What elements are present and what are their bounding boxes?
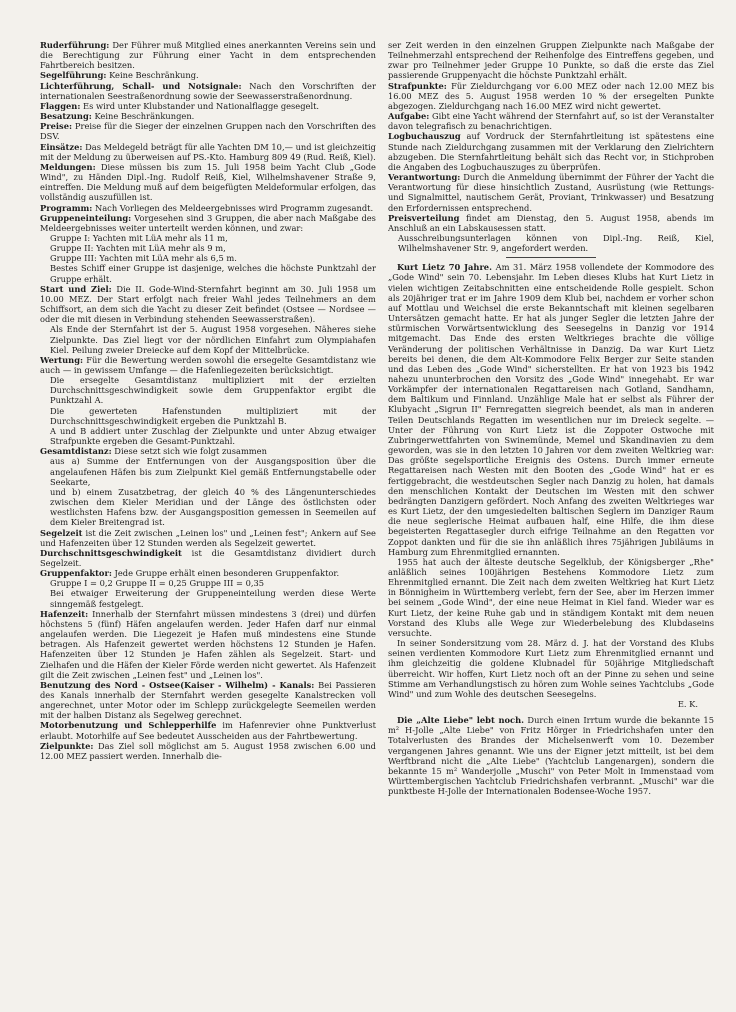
rule-entry bbox=[388, 40, 714, 81]
rule-term: Benutzung des Nord - Ostsee(Kaiser - Wilhelm) - Kanals: bbox=[40, 679, 315, 690]
rule-term: Durchschnittsgeschwindigkeit bbox=[40, 547, 182, 558]
rule-text: Bei Passieren des Kanals innerhalb der Sternfahrt werden gesegelte Kanalstrecken voll angerechnet, unter Motor oder im Schlepp zurückgelegte Seemeilen werden mit der halben Distanz als Segelweg gerechnet. bbox=[40, 679, 376, 721]
rule-text: Es wird unter Klubstander und Nationalflagge gesegelt. bbox=[80, 100, 320, 111]
rule-entry bbox=[40, 162, 376, 203]
rule-entry bbox=[40, 609, 376, 680]
rule-term: Gruppenfaktor: bbox=[40, 568, 112, 579]
rule-text: ser Zeit werden in den einzelnen Gruppen Zielpunkte nach Maßgabe der Teilnehmerzahl entsprechend der Reihenfolge des Eintreffens gegeben, und zwar pro Teilnehmer jeder Gruppe 10 Punkte, so daß die erste das Ziel passierende Gruppenyacht die höchste Punktzahl erhält. bbox=[387, 40, 714, 81]
rule-text: Für Zieldurchgang vor 6.00 MEZ oder nach 12.00 MEZ bis 16.00 MEZ des 5. August 1958 werden 10 % der ersegelten Punkte abgezogen. Zieldurchgang nach 16.00 MEZ wird nicht gewertet. bbox=[387, 80, 714, 111]
rule-text: Nach Vorliegen des Meldeergebnisses wird Programm zugesandt. bbox=[92, 202, 374, 213]
article-paragraph: In seiner Sondersitzung vom 28. März d. J. hat der Vorstand des Klubs seinen verdienten Kommodore Kurt Lietz zum Ehrenmitglied ernannt und ihm gleichzeitig die goldene Klubnadel für 50jährige Mitgliedschaft überreicht. Wir hoffen, Kurt Lietz noch oft an der Pinne zu sehen und seine Stimme am Verhandlungstisch zu hören zum Wohle seines Yachtclubs „Gode Wind" und zum Wohle des deutschen Seesegelns. bbox=[387, 638, 714, 699]
rule-text: Gibt eine Yacht während der Sternfahrt auf, so ist der Veranstalter davon telegrafisch zu benachrichtigen. bbox=[387, 111, 714, 132]
rule-term: Hafenzeit: bbox=[40, 608, 89, 619]
rule-term: Zielpunkte: bbox=[40, 740, 94, 751]
rule-sub-item: Als Ende der Sternfahrt ist der 5. August 1958 vorgesehen. Näheres siehe Zielpunkte. Das Ziel liegt vor der nördlichen Einfahrt zum Olympiahafen Kiel. Peilung zweier Dreiecke auf dem Kopf der Mittelbrücke. bbox=[50, 324, 376, 355]
rule-text: Diese müssen bis zum 15. Juli 1958 beim Yacht Club „Gode Wind", zu Händen Dipl.-Ing. Rudolf Reiß, Kiel, Wilhelmshavener Straße 9, eintreffen. Die Meldung muß auf dem beigefügten Meldeformular erfolgen, das vollständig auszufüllen ist. bbox=[40, 161, 376, 203]
rule-text: Vorgesehen sind 3 Gruppen, die aber nach Maßgabe des Meldeergebnisses weiter unterteilt werden können, und zwar: bbox=[40, 212, 376, 233]
rule-entry bbox=[40, 741, 376, 761]
rule-entry bbox=[40, 355, 376, 375]
rule-entry bbox=[40, 81, 376, 101]
rule-term: Einsätze: bbox=[40, 141, 83, 152]
rule-entry bbox=[40, 284, 376, 325]
rule-entry bbox=[40, 101, 376, 111]
rule-entry bbox=[40, 111, 376, 121]
rules-continuation bbox=[388, 40, 714, 253]
rule-entry bbox=[388, 131, 714, 172]
rule-sub-item: aus a) Summe der Entfernungen von der Ausgangsposition über die angelaufenen Häfen bis zum Zielpunkt Kiel gemäß Entfernungstabelle oder Seekarte, bbox=[50, 456, 376, 487]
rule-sub-item: Gruppe III: Yachten mit LüA mehr als 6,5 m. bbox=[50, 253, 237, 264]
article-alte-liebe bbox=[388, 715, 714, 796]
rule-text: Das Ziel soll möglichst am 5. August 1958 zwischen 6.00 und 12.00 MEZ passiert werden. Innerhalb die- bbox=[40, 740, 376, 761]
rule-entry bbox=[388, 111, 714, 131]
rule-text: Durch die Anmeldung übernimmt der Führer der Yacht die Verantwortung für diese hinsichtlich Zustand, Ausrüstung (wie Rettungs- und Signalmittel, nautischem Gerät, Proviant, Trinkwasser) und Besatzung den Erfordernissen entsprechend. bbox=[387, 172, 714, 213]
rule-text: ist die Zeit zwischen „Leinen los" und „Leinen fest"; Ankern auf See und Hafenzeiten über 12 Stunden werden als Segelzeit gewertet. bbox=[40, 527, 376, 548]
rule-text: Diese setzt sich wie folgt zusammen bbox=[111, 446, 267, 457]
rule-term: Logbuchauszug bbox=[387, 131, 461, 142]
rule-text: Jede Gruppe erhält einen besonderen Gruppenfaktor. bbox=[111, 568, 340, 579]
rule-entry bbox=[40, 568, 376, 578]
author-signature: E. K. bbox=[677, 699, 698, 709]
rule-term: Preise: bbox=[40, 121, 73, 132]
rule-sub-item: Bei etwaiger Erweiterung der Gruppeneinteilung werden diese Werte sinngemäß festgelegt. bbox=[50, 588, 376, 609]
left-column bbox=[40, 40, 376, 992]
rule-text: Innerhalb der Sternfahrt müssen mindestens 3 (drei) und dürfen höchstens 5 (fünf) Häfen angelaufen werden. Jeder Hafen darf nur einmal angelaufen werden. Die Liegezeit je Hafen muß mindestens eine Stunde betragen. Als Hafenzeit gewertet werden höchstens 12 Stunden je Hafen. Hafenzeiten über 12 Stunden je Hafen zählen als Segelzeit. Start- und Zielhafen und die Häfen der Kieler Förde werden nicht gewertet. Als Hafenzeit gilt die Zeit zwischen „Leinen fest" und „Leinen los". bbox=[40, 608, 376, 680]
article-paragraph: Kurt Lietz 70 Jahre. Am 31. März 1958 vollendete der Kommodore des „Gode Wind" sein 70. Lebensjahr. Im Leben dieses Klubs hat Kurt Lietz in vielen wichtigen Zeitabschnitten eine entscheidende Rolle gespielt. Schon als 20jähriger trat er im Jahre 1909 dem Klub bei, nachdem er vorher schon auf Mottlau und Weichsel die erste Bekanntschaft mit kleinen segelbaren Untersätzen gemacht hatte. Er hat als junger Segler die letzten Jahre der stürmischen Vorwärtsentwicklung des Seesegelns in Danzig vor 1914 mitgemacht. Das Ende des ersten Weltkrieges brachte die völlige Veränderung der politischen Verhältnisse in Danzig. Da war Kurt Lietz bereits bei denen, die dem Alt-Kommodore Felix Berger zur Seite standen und das Leben des „Gode Wind" sicherstellten. Er hat von 1923 bis 1942 nahezu ununterbrochen den Vorsitz des „Gode Wind" innegehabt. Er war Vorkämpfer der internationalen Regattareisen nach Gotland, Sandhamn, dem Baltikum und Finnland. Unzählige Male hat er selbst als Führer der Klubyacht „Sigrun II" Fernregatten siegreich beendet, als man in anderen Teilen Deutschlands Regatten im wesentlichen nur im Dreieck segelte. — Unter der Führung von Kurt Lietz ist die Zoppoter Ostwoche mit Zubringerwettfahrten von Swinemünde, Memel und Skandinavien zu dem geworden, was sie in den letzten 10 Jahren vor dem zweiten Weltkrieg war: Das größte segelsportliche Ereignis des Ostens. Durch immer erneute Regattareisen nach Westen mit den Booten des „Gode Wind" hat er es fertiggebracht, die westdeutschen Segler nach Danzig zu holen, hat damals den menschlichen Kontakt der Deutschen im Westen mit den schwer bedrängten Danzigern gefördert. Noch Anfang des zweiten Weltkrieges war es Kurt Lietz, der den umgesiedelten baltischen Seglern im Danziger Raum die neue seglerische Heimat aufbauen half, eine Hilfe, die ihm diese begeisterten Regattasegler durch eifrige Teilnahme an den Regatten vor Zoppot dankten und für die sie ihn anläßlich ihres 75jährigen Jubiläums in Hamburg zum Ehrenmitglied ernannten. bbox=[387, 262, 714, 557]
rule-term: Preisverteilung bbox=[387, 212, 460, 223]
rule-text: im Hafenrevier ohne Punktverlust erlaubt. Motorhilfe auf See bedeutet Ausscheiden aus der Fahrtbewertung. bbox=[40, 720, 376, 741]
rule-entry bbox=[40, 680, 376, 721]
rule-sub-item: Gruppe II: Yachten mit LüA mehr als 9 m, bbox=[50, 243, 226, 254]
rule-text: auf Vordruck der Sternfahrtleitung ist spätestens eine Stunde nach Zieldurchgang zusammen mit der Verklarung den Zielrichtern abzugeben. Die Sternfahrtleitung behält sich das Recht vor, in Stichproben die Angaben des Logbuchauszuges zu überprüfen. bbox=[387, 131, 714, 172]
article-paragraph: Die „Alte Liebe" lebt noch. Durch einen Irrtum wurde die bekannte 15 m² H-Jolle „Alte Liebe" von Fritz Hörger in Friedrichshafen unter den Totalverlusten des Brandes der Michelsenwerft vom 10. Dezember vergangenen Jahres genannt. Wie uns der Eigner jetzt mitteilt, ist bei dem Werftbrand nicht die „Alte Liebe" (Yachtclub Langenargen), sondern die bekannte 15 m² Wanderjolle „Muschi" von Peter Molt in Immenstaad vom Württembergischen Yachtclub Friedrichshafen verbrannt. „Muschi" war die punktbeste H-Jolle der Internationalen Bodensee-Woche 1957. bbox=[387, 715, 714, 797]
rule-text: Keine Beschränkung. bbox=[106, 70, 199, 81]
rule-text: findet am Dienstag, den 5. August 1958, abends im Anschluß an ein Labskausessen statt. bbox=[387, 212, 714, 233]
rule-entry bbox=[40, 121, 376, 141]
rule-term: Verantwortung: bbox=[387, 172, 461, 183]
rule-text: Das Meldegeld beträgt für alle Yachten DM 10,— und ist gleichzeitig mit der Meldung zu überweisen auf PS.-Kto. Hamburg 809 49 (Rud. Reiß, Kiel). bbox=[40, 141, 376, 162]
article-headline: Kurt Lietz 70 Jahre. bbox=[396, 262, 492, 273]
rule-entry bbox=[40, 720, 376, 740]
rule-text: ist die Gesamtdistanz dividiert durch Segelzeit. bbox=[40, 547, 376, 568]
rule-entry bbox=[40, 142, 376, 162]
rule-term: Strafpunkte: bbox=[387, 80, 447, 91]
rule-term: Wertung: bbox=[40, 354, 84, 365]
rule-sub-item: Ausschreibungsunterlagen können von Dipl.-Ing. Reiß, Kiel, Wilhelmshavener Str. 9, angefordert werden. bbox=[397, 232, 714, 254]
rule-term: Gesamtdistanz: bbox=[40, 446, 112, 457]
rule-term: Lichterführung, Schall- und Notsignale: bbox=[40, 80, 242, 91]
rule-entry bbox=[40, 40, 376, 70]
two-column-layout bbox=[40, 40, 714, 992]
rule-term: Gruppeneinteilung: bbox=[40, 212, 132, 223]
rule-text: Der Führer muß Mitglied eines anerkannten Vereins sein und die Berechtigung zur Führung einer Yacht in dem entsprechenden Fahrtbereich besitzen. bbox=[40, 40, 376, 71]
rule-entry bbox=[40, 70, 376, 80]
right-column bbox=[388, 40, 714, 992]
rule-term: Flaggen: bbox=[40, 100, 81, 111]
rule-term: Segelzeit bbox=[40, 527, 83, 538]
rule-sub-item: Gruppe I = 0,2 Gruppe II = 0,25 Gruppe III = 0,35 bbox=[50, 578, 265, 589]
rule-term: Besatzung: bbox=[40, 111, 92, 122]
rule-term: Meldungen: bbox=[40, 161, 96, 172]
article-paragraph: 1955 hat auch der älteste deutsche Segelklub, der Königsberger „Rhe" anläßlich seines 100jährigen Bestehens Kommodore Lietz zum Ehrenmitglied ernannt. Die Zeit nach dem zweiten Weltkrieg hat Kurt Lietz in Bönnigheim in Württemberg verlebt, fern der See, aber im Herzen immer bei seinem „Gode Wind", der eine neue Heimat in Kiel fand. Wieder war es Kurt Lietz, der keine Ruhe gab und in ständigem Kontakt mit dem neuen Vorstand des Klubs alle Wege zur Wiederbelebung des Klubdaseins versuchte. bbox=[387, 556, 714, 638]
rule-entry bbox=[40, 446, 376, 456]
article-kurt-lietz bbox=[388, 262, 714, 709]
rule-term: Aufgabe: bbox=[387, 111, 430, 122]
rule-sub-item: Bestes Schiff einer Gruppe ist dasjenige, welches die höchste Punktzahl der Gruppe erhält. bbox=[50, 263, 376, 284]
rule-text: Preise für die Sieger der einzelnen Gruppen nach den Vorschriften des DSV. bbox=[40, 121, 376, 142]
rule-entry bbox=[40, 213, 376, 233]
rule-text: Keine Beschränkungen. bbox=[91, 111, 195, 122]
rule-sub-item: Gruppe I: Yachten mit LüA mehr als 11 m, bbox=[50, 232, 228, 243]
rule-entry bbox=[388, 213, 714, 233]
rule-term: Start und Ziel: bbox=[40, 283, 112, 294]
article-headline: Die „Alte Liebe" lebt noch. bbox=[396, 715, 524, 726]
rule-entry bbox=[40, 528, 376, 548]
rule-text: Für die Bewertung werden sowohl die ersegelte Gesamtdistanz wie auch — in gewissem Umfange — die Hafenliegezeiten berücksichtigt. bbox=[40, 354, 376, 375]
rule-sub-item: A und B addiert unter Zuschlag der Zielpunkte und unter Abzug etwaiger Strafpunkte ergeben die Gesamt-Punktzahl. bbox=[50, 425, 376, 447]
rule-entry bbox=[388, 81, 714, 111]
rule-sub-item: Die gewerteten Hafenstunden multipliziert mit der Durchschnittsgeschwindigkeit ergeben die Punktzahl B. bbox=[50, 405, 376, 426]
section-divider bbox=[506, 257, 596, 258]
rule-entry bbox=[40, 203, 376, 213]
rule-entry bbox=[388, 172, 714, 213]
rule-term: Ruderführung: bbox=[40, 40, 110, 50]
rule-term: Segelführung: bbox=[40, 70, 107, 81]
rule-text: Die II. Gode-Wind-Sternfahrt beginnt am 30. Juli 1958 um 10.00 MEZ. Der Start erfolgt nach freier Wahl jedes Teilnehmers an dem Schiffsort, an dem sich die Yacht zu dieser Zeit befindet (Ostsee — Nordsee — oder die mit diesen in Verbindung stehenden Seewasserstraßen). bbox=[40, 283, 376, 325]
rule-text: Nach den Vorschriften der internationalen Seestraßenordnung sowie der Seewasserstraßenordnung. bbox=[40, 80, 376, 101]
rule-term: Programm: bbox=[40, 202, 93, 213]
rule-term: Motorbenutzung und Schlepperhilfe bbox=[40, 720, 217, 731]
rule-entry bbox=[40, 548, 376, 568]
rule-sub-item: und b) einem Zusatzbetrag, der gleich 40 % des Längenunterschiedes zwischen dem Kieler Meridian und der Länge des östlichsten oder westlichsten Hafens bzw. der Ausgangsposition gemessen in Seemeilen auf dem Kieler Breitengrad ist. bbox=[50, 486, 376, 528]
rule-sub-item: Die ersegelte Gesamtdistanz multipliziert mit der erzielten Durchschnittsgeschwindigkeit sowie dem Gruppenfaktor ergibt die Punktzahl A. bbox=[50, 375, 376, 406]
